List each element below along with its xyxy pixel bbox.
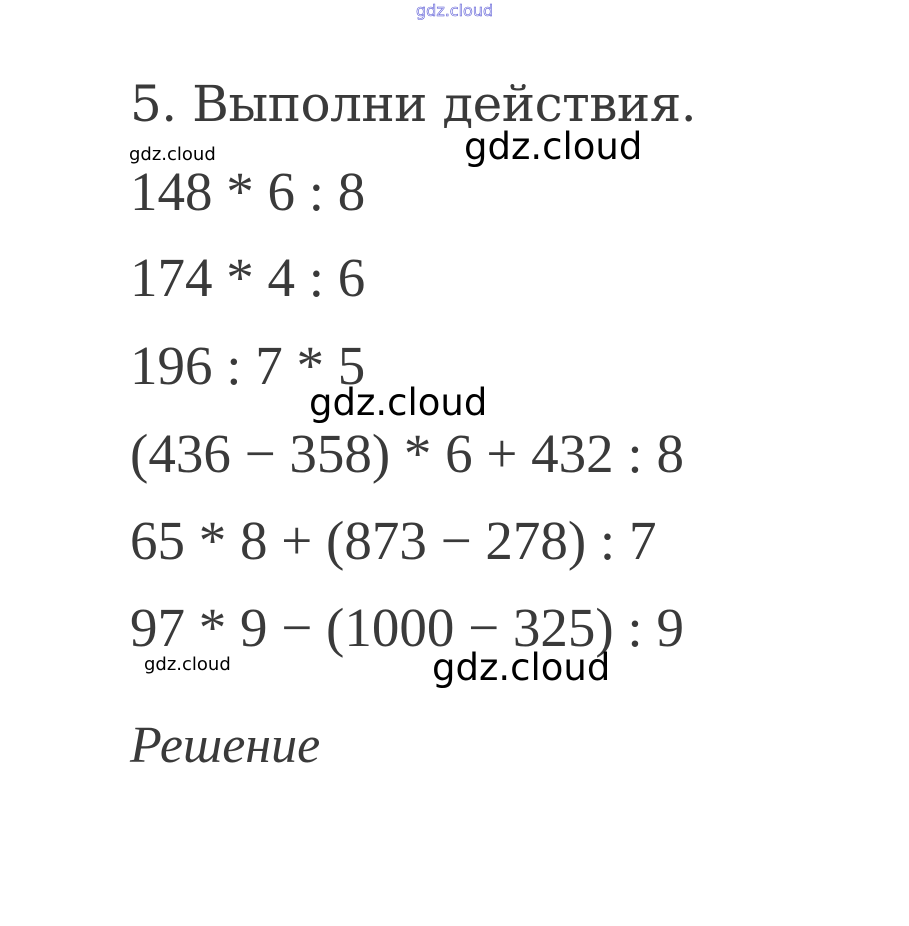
task-title: 5. Выполни действия. xyxy=(130,75,697,133)
watermark: gdz.cloud xyxy=(432,646,611,689)
expression-3: 196 : 7 * 5 xyxy=(130,335,366,396)
solution-heading: Решение xyxy=(130,717,321,774)
watermark: gdz.cloud xyxy=(464,125,643,168)
watermark: gdz.cloud xyxy=(144,654,231,675)
watermark-top: gdz.cloud xyxy=(416,1,494,20)
expression-4: (436 − 358) * 6 + 432 : 8 xyxy=(130,423,684,484)
expression-1: 148 * 6 : 8 xyxy=(130,161,366,222)
watermark: gdz.cloud xyxy=(129,144,216,165)
expression-6: 97 * 9 − (1000 − 325) : 9 xyxy=(130,597,684,658)
watermark: gdz.cloud xyxy=(309,381,488,424)
expression-5: 65 * 8 + (873 − 278) : 7 xyxy=(130,510,657,571)
expression-2: 174 * 4 : 6 xyxy=(130,247,366,308)
